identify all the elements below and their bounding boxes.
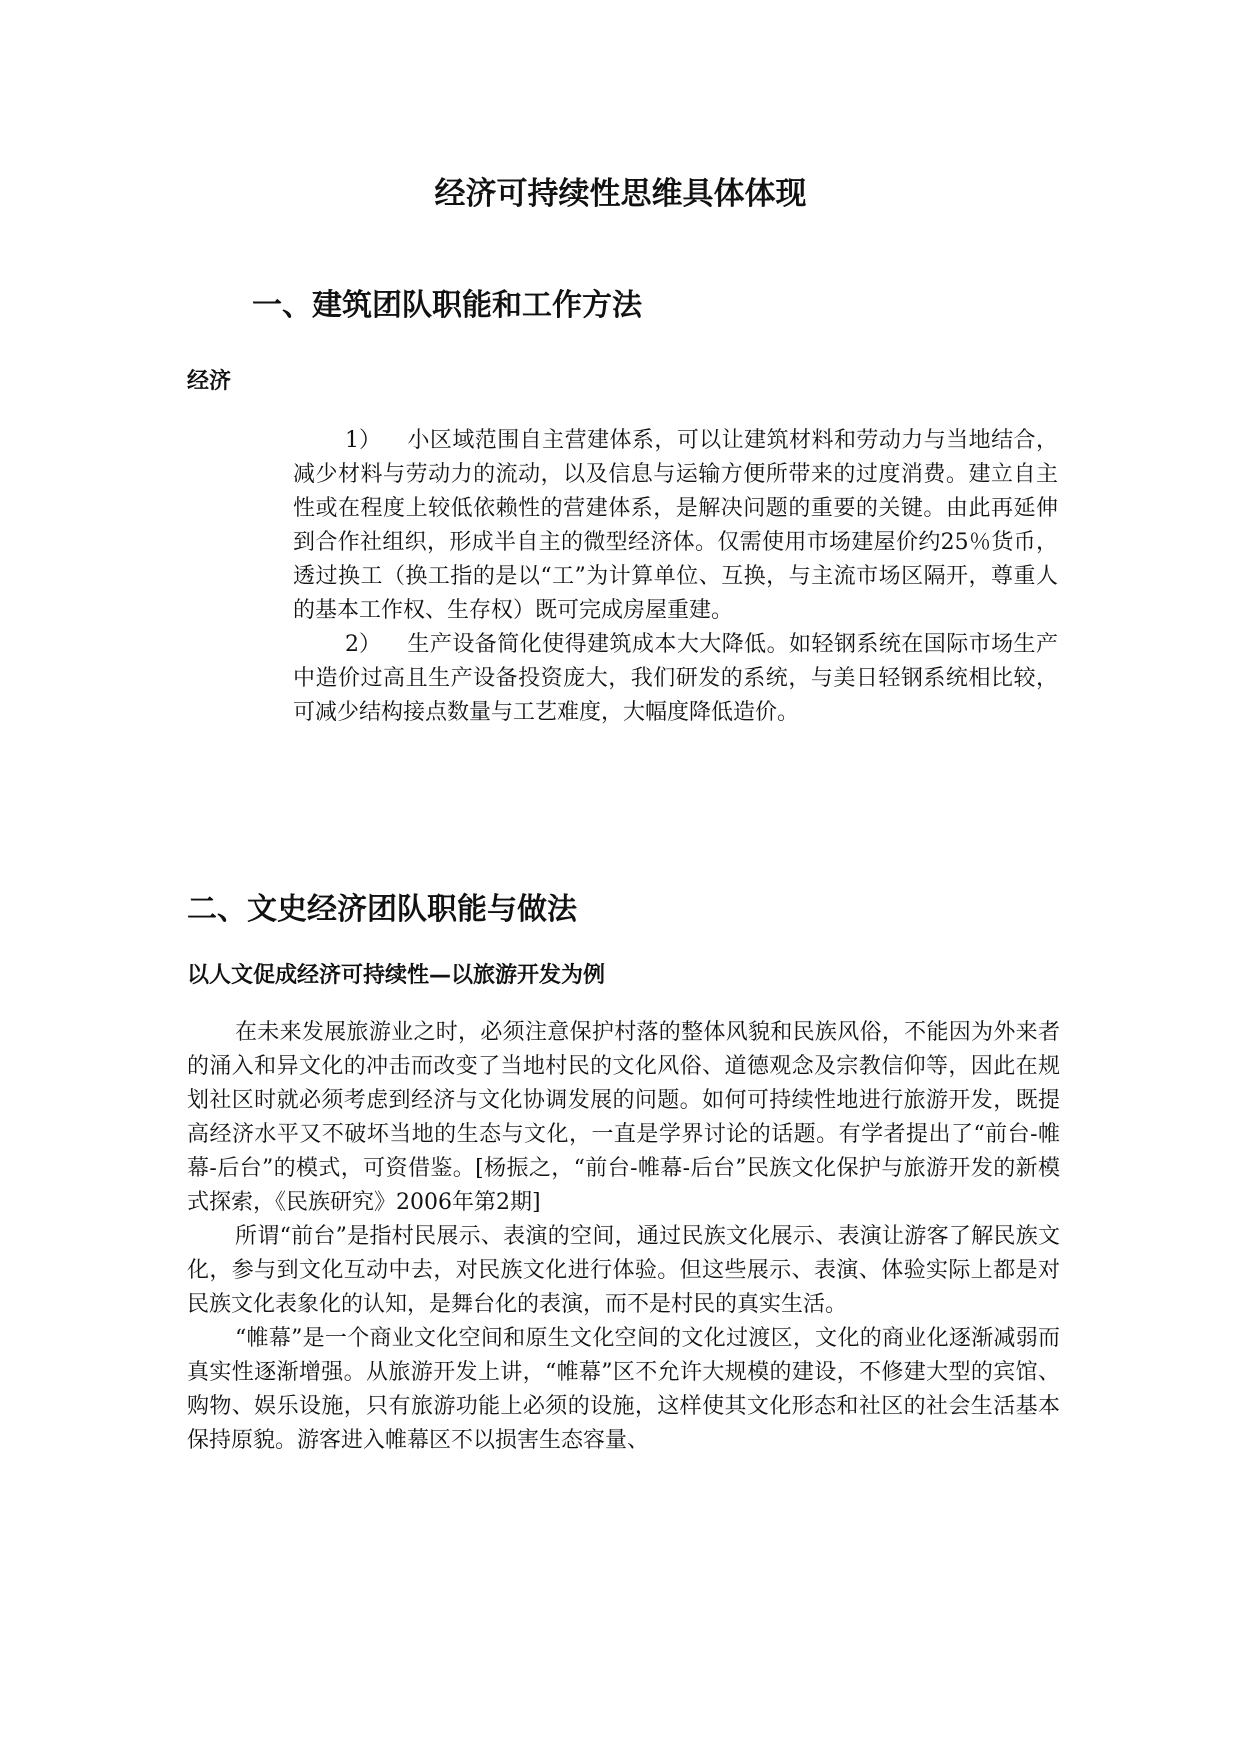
tourism-body xyxy=(187,1016,1060,1458)
section-heading-culture-economy: 二、文史经济团队职能与做法 xyxy=(187,892,577,927)
document-title: 经济可持续性思维具体体现 xyxy=(434,176,807,212)
list-item xyxy=(293,424,1058,628)
body-paragraph: “帷幕”是一个商业文化空间和原生文化空间的文化过渡区，文化的商业化逐渐减弱而真实性逐渐增强。从旅游开发上讲，“帷幕”区不允许大规模的建设，不修建大型的宾馆、购物、娱乐设施，只有旅游功能上必须的设施，这样使其文化形态和社区的社会生活基本保持原貌。游客进入帷幕区不以损害生态容量、 xyxy=(187,1326,1060,1453)
item-number: 2） xyxy=(345,632,381,657)
subheading-tourism: 以人文促成经济可持续性—以旅游开发为例 xyxy=(187,963,606,988)
body-paragraph: 所谓“前台”是指村民展示、表演的空间，通过民族文化展示、表演让游客了解民族文化，参与到文化互动中去，对民族文化进行体验。但这些展示、表演、体验实际上都是对民族文化表象化的认知，是舞台化的表演，而不是村民的真实生活。 xyxy=(187,1224,1060,1317)
item-text: 生产设备简化使得建筑成本大大降低。如轻钢系统在国际市场生产中造价过高且生产设备投资庞大，我们研发的系统，与美日轻钢系统相比较，可减少结构接点数量与工艺难度，大幅度降低造价。 xyxy=(293,632,1058,725)
list-item xyxy=(293,628,1058,730)
architecture-item-list xyxy=(293,424,1058,730)
item-text: 小区域范围自主营建体系，可以让建筑材料和劳动力与当地结合，减少材料与劳动力的流动，以及信息与运输方便所带来的过度消费。建立自主性或在程度上较低依赖性的营建体系，是解决问题的重要的关键。由此再延伸到合作社组织，形成半自主的微型经济体。仅需使用市场建屋价约25％货币，透过换工（换工指的是以“工”为计算单位、互换，与主流市场区隔开，尊重人的基本工作权、生存权）既可完成房屋重建。 xyxy=(293,428,1058,623)
body-paragraph: 在未来发展旅游业之时，必须注意保护村落的整体风貌和民族风俗，不能因为外来者的涌入和异文化的冲击而改变了当地村民的文化风俗、道德观念及宗教信仰等，因此在规划社区时就必须考虑到经济与文化协调发展的问题。如何可持续性地进行旅游开发，既提高经济水平又不破坏当地的生态与文化，一直是学界讨论的话题。有学者提出了“前台-帷幕-后台”的模式，可资借鉴。[杨振之，“前台-帷幕-后台”民族文化保护与旅游开发的新模式探索，《民族研究》2006年第2期] xyxy=(187,1020,1060,1215)
section-heading-architecture: 一、建筑团队职能和工作方法 xyxy=(252,288,642,323)
subheading-economy: 经济 xyxy=(187,369,232,394)
item-number: 1） xyxy=(345,428,381,453)
